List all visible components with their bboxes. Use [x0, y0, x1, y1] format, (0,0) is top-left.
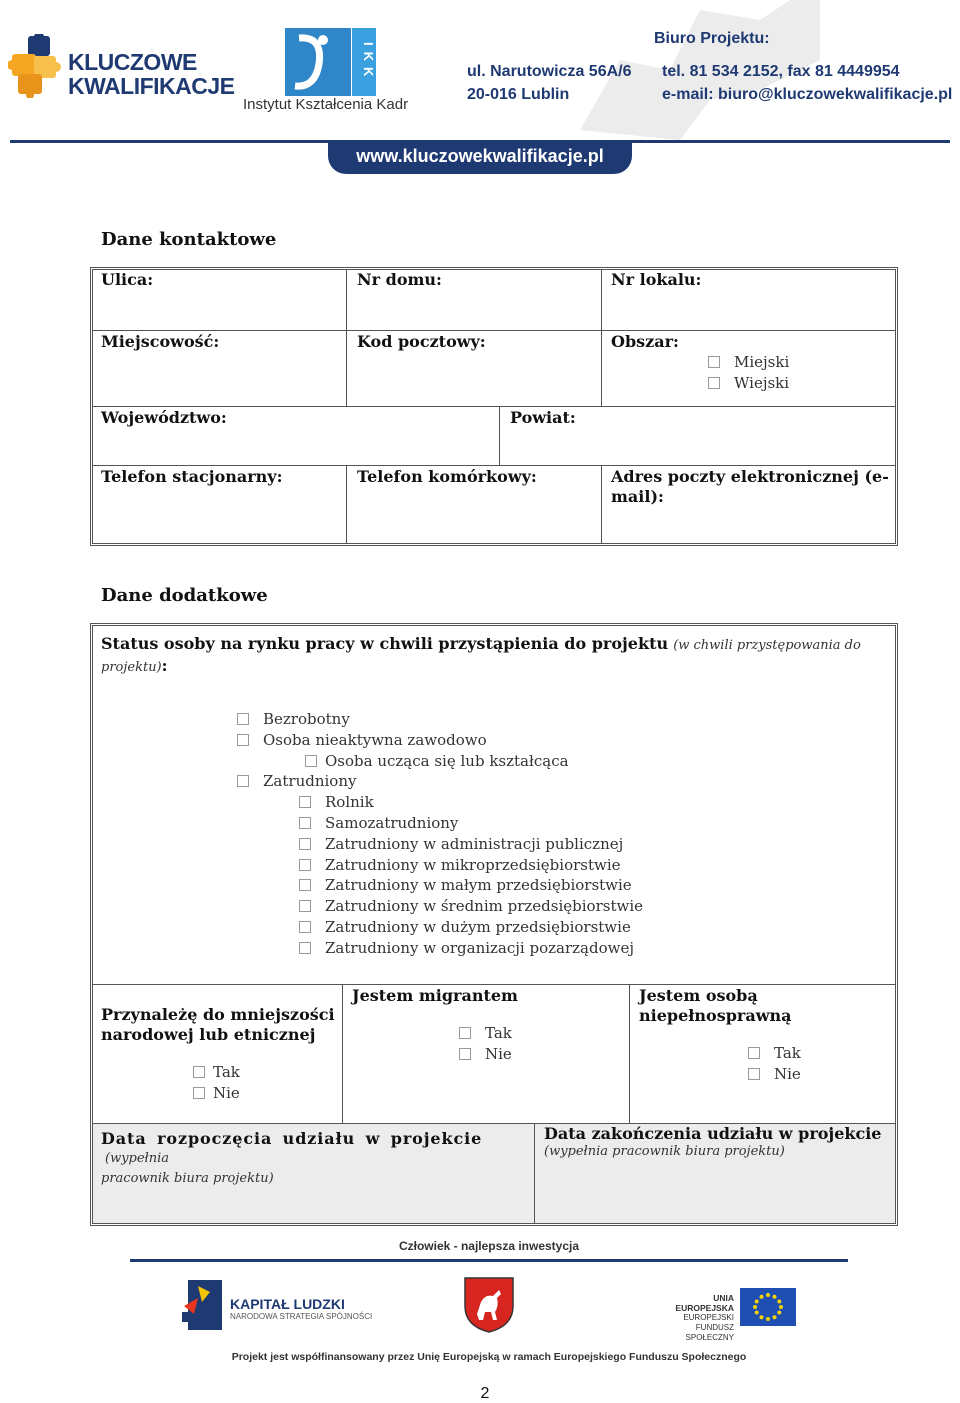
kl-title: KAPITAŁ LUDZKI [230, 1296, 345, 1312]
checkbox-icon[interactable] [237, 734, 249, 746]
migrant-yes[interactable]: Tak [459, 1023, 512, 1044]
checkbox-icon[interactable] [748, 1068, 760, 1080]
ikk-logo-icon [285, 28, 351, 96]
email-field[interactable]: Adres poczty elektronicznej (e- mail): [611, 467, 889, 506]
eu-line3: FUNDUSZ SPOŁECZNY [685, 1323, 734, 1342]
footer-slogan: Człowiek - najlepsza inwestycja [398, 1239, 580, 1253]
checkbox-icon[interactable] [299, 879, 311, 891]
checkbox-icon[interactable] [299, 942, 311, 954]
kapital-ludzki-logo-icon [182, 1276, 224, 1332]
status-note-cont: projektu) [101, 660, 162, 675]
status-option-inactive[interactable]: Osoba nieaktywna zawodowo [237, 730, 643, 751]
checkbox-icon[interactable] [237, 775, 249, 787]
city-field[interactable]: Miejscowość: [101, 332, 220, 351]
footer-rule [130, 1259, 848, 1262]
status-label: Status osoby na rynku pracy w chwili przystąpienia do projektu [101, 634, 669, 653]
logo-text-line1: KLUCZOWE [68, 49, 197, 75]
checkbox-icon[interactable] [299, 796, 311, 808]
checkbox-icon[interactable] [708, 356, 720, 368]
status-option-self-employed[interactable]: Samozatrudniony [237, 813, 643, 834]
postal-code-field[interactable]: Kod pocztowy: [357, 332, 486, 351]
flat-number-field[interactable]: Nr lokalu: [611, 270, 702, 289]
checkbox-icon[interactable] [299, 859, 311, 871]
status-option-unemployed[interactable]: Bezrobotny [237, 709, 643, 730]
landline-field[interactable]: Telefon stacjonarny: [101, 467, 283, 486]
checkbox-icon[interactable] [299, 921, 311, 933]
status-option-public-admin[interactable]: Zatrudniony w administracji publicznej [237, 834, 643, 855]
disabled-no[interactable]: Nie [748, 1064, 801, 1085]
status-option-employed[interactable]: Zatrudniony [237, 771, 643, 792]
checkbox-icon[interactable] [193, 1087, 205, 1099]
checkbox-icon[interactable] [748, 1047, 760, 1059]
status-option-small[interactable]: Zatrudniony w małym przedsiębiorstwie [237, 875, 643, 896]
additional-section-title: Dane dodatkowe [101, 585, 268, 606]
status-option-student[interactable]: Osoba ucząca się lub kształcąca [237, 751, 643, 772]
minority-label: Przynależę do mniejszości narodowej lub etnicznej [101, 1005, 335, 1044]
minority-no[interactable]: Nie [193, 1083, 240, 1104]
kl-subtitle: NARODOWA STRATEGIA SPÓJNOŚCI [230, 1312, 373, 1321]
phone-line: tel. 81 534 2152, fax 81 4449954 [662, 63, 900, 80]
logo-text-line2: KWALIFIKACJE [68, 73, 235, 99]
voivodeship-field[interactable]: Województwo: [101, 408, 227, 427]
checkbox-icon[interactable] [459, 1027, 471, 1039]
status-option-medium[interactable]: Zatrudniony w średnim przedsiębiorstwie [237, 896, 643, 917]
minority-yes[interactable]: Tak [193, 1062, 240, 1083]
end-date-field[interactable]: Data zakończenia udziału w projekcie (wypełnia pracownik biura projektu) [544, 1124, 882, 1159]
contact-section-title: Dane kontaktowe [101, 229, 277, 250]
district-field[interactable]: Powiat: [510, 408, 576, 427]
area-option-urban[interactable]: Miejski [708, 352, 789, 373]
address-line2: 20-016 Lublin [467, 86, 570, 103]
checkbox-icon[interactable] [299, 900, 311, 912]
migrant-no[interactable]: Nie [459, 1044, 512, 1065]
lubelskie-coat-of-arms-icon [463, 1276, 515, 1334]
status-option-ngo[interactable]: Zatrudniony w organizacji pozarządowej [237, 938, 643, 959]
eu-flag-icon [740, 1288, 796, 1326]
cofinance-note: Projekt jest współfinansowany przez Unię Europejską w ramach Europejskiego Funduszu Społecznego [231, 1351, 747, 1363]
checkbox-icon[interactable] [299, 817, 311, 829]
address-line1: ul. Narutowicza 56A/6 [467, 63, 632, 80]
office-title: Biuro Projektu: [654, 30, 770, 47]
mobile-field[interactable]: Telefon komórkowy: [357, 467, 537, 486]
status-option-farmer[interactable]: Rolnik [237, 792, 643, 813]
area-label: Obszar: [611, 332, 679, 351]
ikk-letters: IKK [352, 28, 376, 96]
checkbox-icon[interactable] [305, 755, 317, 767]
eu-line1: UNIA EUROPEJSKA [675, 1293, 734, 1313]
checkbox-icon[interactable] [299, 838, 311, 850]
disabled-label: Jestem osobą niepełnosprawną [639, 986, 792, 1025]
checkbox-icon[interactable] [708, 377, 720, 389]
checkbox-icon[interactable] [193, 1066, 205, 1078]
status-note: (w chwili przystępowania do [673, 638, 861, 653]
checkbox-icon[interactable] [459, 1048, 471, 1060]
status-option-micro[interactable]: Zatrudniony w mikroprzedsiębiorstwie [237, 855, 643, 876]
eu-line2: EUROPEJSKI [683, 1313, 734, 1322]
website-link[interactable]: www.kluczowekwalifikacje.pl [356, 146, 604, 166]
status-options [237, 709, 643, 959]
start-date-field[interactable]: Data rozpoczęcia udziału w projekcie (wypełnia pracownik biura projektu) [101, 1129, 483, 1186]
disabled-yes[interactable]: Tak [748, 1043, 801, 1064]
area-option-rural[interactable]: Wiejski [708, 373, 789, 394]
puzzle-logo-icon [8, 34, 66, 98]
checkbox-icon[interactable] [237, 713, 249, 725]
email-line: e-mail: biuro@kluczowekwalifikacje.pl [662, 86, 953, 103]
house-number-field[interactable]: Nr domu: [357, 270, 442, 289]
migrant-label: Jestem migrantem [352, 986, 518, 1005]
page-number: 2 [480, 1385, 490, 1402]
street-field[interactable]: Ulica: [101, 270, 154, 289]
ikk-name: Instytut Kształcenia Kadr [243, 96, 409, 113]
status-option-large[interactable]: Zatrudniony w dużym przedsiębiorstwie [237, 917, 643, 938]
